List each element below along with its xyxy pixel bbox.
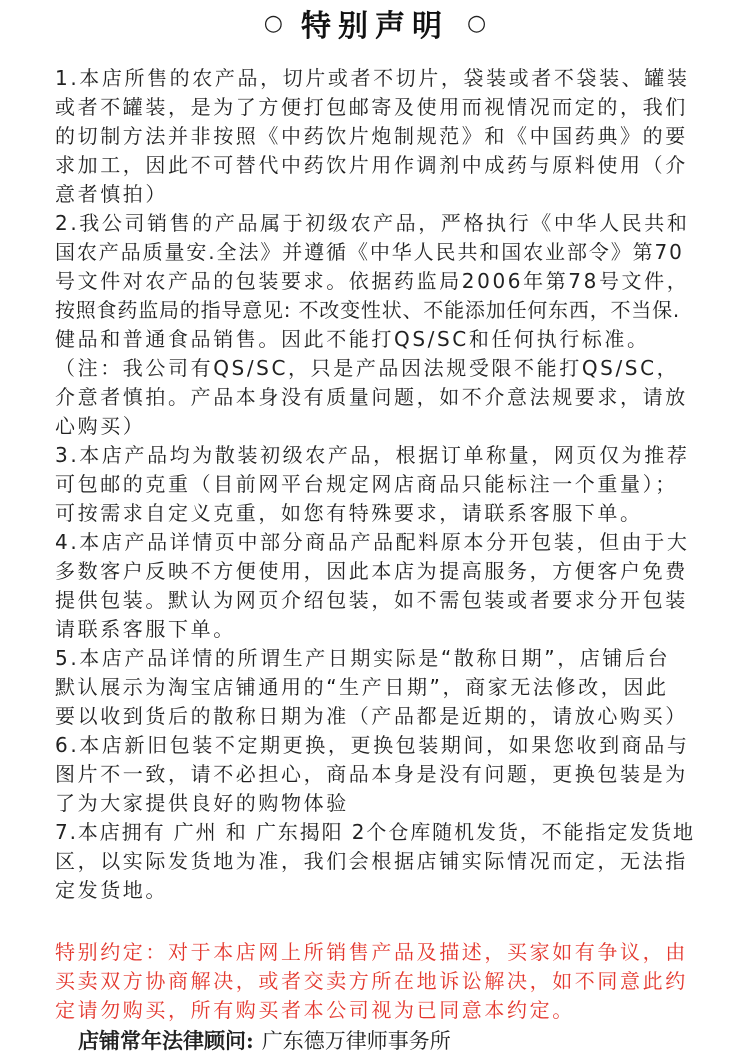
statement-note-line: 心购买） bbox=[55, 414, 146, 438]
statement-item-5 bbox=[55, 644, 745, 731]
statement-line: 意者慎拍） bbox=[55, 182, 168, 206]
statement-item-7 bbox=[55, 818, 745, 905]
statement-item-2 bbox=[55, 209, 745, 441]
statement-line: 6.本店新旧包装不定期更换，更换包装期间，如果您收到商品与 bbox=[55, 733, 690, 757]
statement-line: 了为大家提供良好的购物体验 bbox=[55, 791, 349, 815]
statement-line: 健品和普通食品销售。因此不能打QS/SC和任何执行标准。 bbox=[55, 327, 650, 351]
statement-line: 或者不罐装，是为了方便打包邮寄及使用而视情况而定的，我们 bbox=[55, 95, 688, 119]
statement-body bbox=[55, 64, 745, 905]
special-agreement bbox=[55, 938, 745, 1025]
statement-line: 图片不一致，请不必担心，商品本身是没有问题，更换包装是为 bbox=[55, 762, 688, 786]
agreement-line: 买卖双方协商解决，或者交卖方所在地诉讼解决，如不同意此约 bbox=[55, 969, 688, 993]
statement-item-6 bbox=[55, 731, 745, 818]
circle-icon: ○ bbox=[263, 10, 283, 36]
statement-item-4 bbox=[55, 528, 745, 644]
statement-line: 提供包装。默认为网页介绍包装，如不需包装或者要求分开包装 bbox=[55, 588, 688, 612]
statement-line: 国农产品质量安.全法》并遵循《中华人民共和国农业部令》第70 bbox=[55, 240, 684, 264]
statement-note-line: 介意者慎拍。产品本身没有质量问题，如不介意法规要求，请放 bbox=[55, 385, 688, 409]
statement-line: 可包邮的克重（目前网平台规定网店商品只能标注一个重量）； bbox=[55, 472, 678, 496]
statement-line: 2.我公司销售的产品属于初级农产品，严格执行《中华人民共和 bbox=[55, 211, 690, 235]
page-title bbox=[0, 0, 750, 46]
statement-line: 要以收到货后的散称日期为准（产品都是近期的，请放心购买） bbox=[55, 704, 688, 728]
circle-icon: ○ bbox=[467, 10, 487, 36]
statement-line: 请联系客服下单。 bbox=[55, 617, 236, 641]
legal-counsel bbox=[78, 1026, 451, 1056]
statement-line: 多数客户反映不方便使用，因此本店为提高服务，方便客户免费 bbox=[55, 559, 688, 583]
statement-line: 号文件对农产品的包装要求。依据药监局2006年第78号文件， bbox=[55, 269, 690, 293]
agreement-line: 定请勿购买，所有购买者本公司视为已同意本约定。 bbox=[55, 998, 575, 1022]
statement-line: 7.本店拥有 广州 和 广东揭阳 2个仓库随机发货，不能指定发货地 bbox=[55, 820, 695, 844]
statement-line: 3.本店产品均为散装初级农产品，根据订单称量，网页仅为推荐 bbox=[55, 443, 690, 467]
statement-note-line: （注：我公司有QS/SC，只是产品因法规受限不能打QS/SC， bbox=[55, 356, 680, 380]
agreement-line: 特别约定：对于本店网上所销售产品及描述，买家如有争议，由 bbox=[55, 940, 688, 964]
statement-line: 默认展示为淘宝店铺通用的“生产日期”，商家无法修改，因此 bbox=[55, 675, 669, 699]
statement-line: 区，以实际发货地为准，我们会根据店铺实际情况而定，无法指 bbox=[55, 849, 688, 873]
statement-line: 按照食药监局的指导意见: 不改变性状、不能添加任何东西，不当保. bbox=[55, 298, 681, 322]
statement-line: 1.本店所售的农产品，切片或者不切片，袋装或者不袋装、罐装 bbox=[55, 66, 690, 90]
statement-item-3 bbox=[55, 441, 745, 528]
legal-counsel-label: 店铺常年法律顾问: bbox=[78, 1028, 254, 1053]
statement-line: 定发货地。 bbox=[55, 878, 168, 902]
legal-counsel-name: 广东德万律师事务所 bbox=[261, 1029, 451, 1053]
statement-line: 5.本店产品详情的所谓生产日期实际是“散称日期”，店铺后台 bbox=[55, 646, 671, 670]
statement-line: 可按需求自定义克重，如您有特殊要求，请联系客服下单。 bbox=[55, 501, 643, 525]
title-text: 特别声明 bbox=[301, 9, 449, 44]
statement-line: 4.本店产品详情页中部分商品产品配料原本分开包装，但由于大 bbox=[55, 530, 690, 554]
statement-item-1 bbox=[55, 64, 745, 209]
statement-line: 的切制方法并非按照《中药饮片炮制规范》和《中国药典》的要 bbox=[55, 124, 688, 148]
statement-line: 求加工，因此不可替代中药饮片用作调剂中成药与原料使用（介 bbox=[55, 153, 688, 177]
